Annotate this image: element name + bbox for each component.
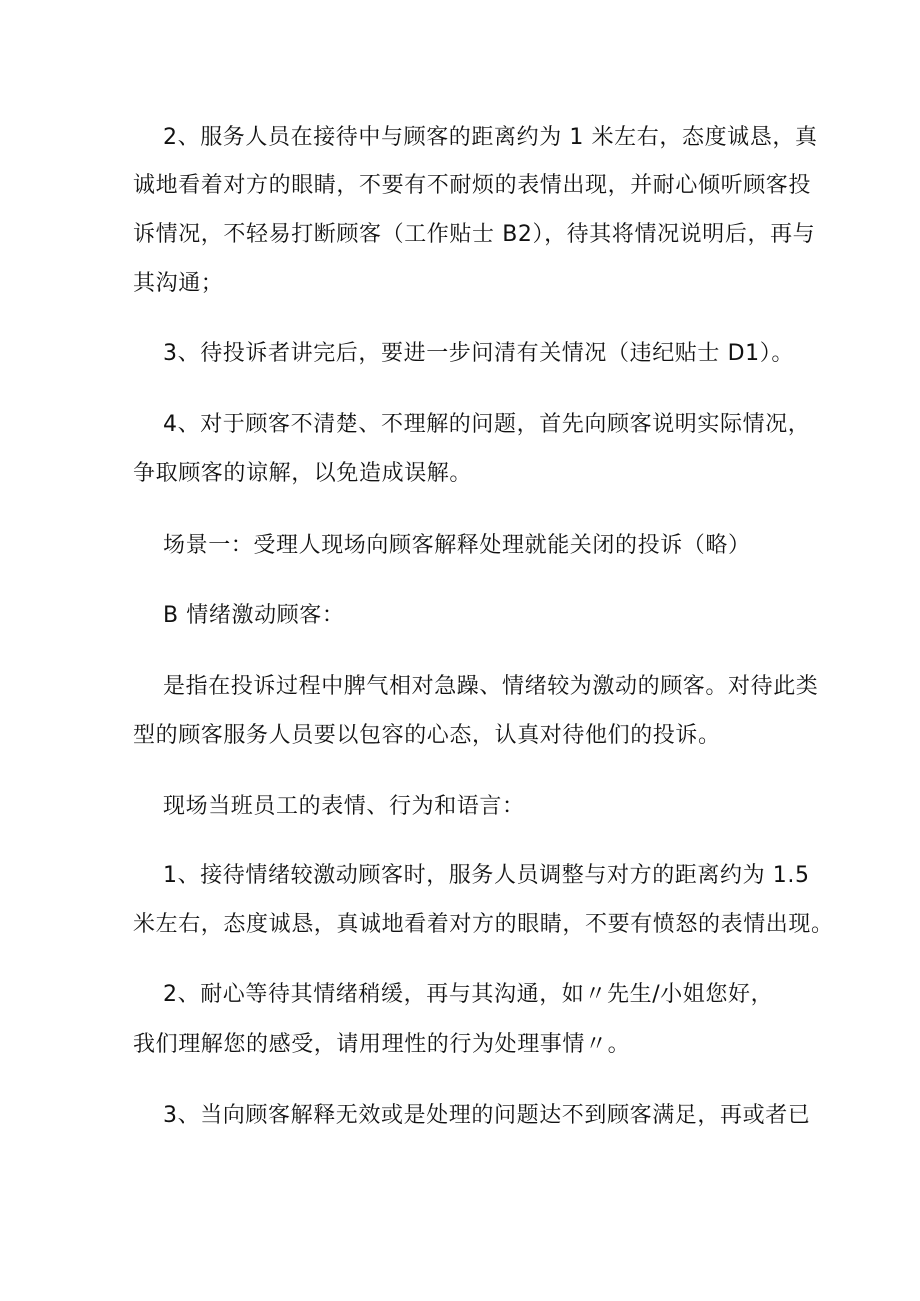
paragraph-line: 现场当班员工的表情、行为和语言： xyxy=(163,794,525,819)
section-heading: B 情绪激动顾客： xyxy=(163,603,345,628)
paragraph-line: 2、服务人员在接待中与顾客的距离约为 1 米左右，态度诚恳，真 xyxy=(163,125,818,150)
paragraph-line: 3、待投诉者讲完后，要进一步问清有关情况（违纪贴士 D1）。 xyxy=(163,341,794,366)
paragraph-line: 型的顾客服务人员要以包容的心态，认真对待他们的投诉。 xyxy=(133,723,721,748)
paragraph-line: 是指在投诉过程中脾气相对急躁、情绪较为激动的顾客。对待此类 xyxy=(163,674,819,699)
paragraph-line: 4、对于顾客不清楚、不理解的问题，首先向顾客说明实际情况， xyxy=(163,412,811,437)
paragraph-line: 其沟通； xyxy=(133,271,224,296)
paragraph-line: 2、耐心等待其情绪稍缓，再与其沟通，如〃先生/小姐您好， xyxy=(163,982,774,1007)
paragraph-line: 争取顾客的谅解，以免造成误解。 xyxy=(133,461,473,486)
paragraph-line: 我们理解您的感受，请用理性的行为处理事情〃。 xyxy=(133,1032,631,1057)
paragraph-line: 诚地看着对方的眼睛，不要有不耐烦的表情出现，并耐心倾听顾客投 xyxy=(133,173,812,198)
paragraph-line: 诉情况，不轻易打断顾客（工作贴士 B2），待其将情况说明后，再与 xyxy=(133,222,816,247)
paragraph-line: 1、接待情绪较激动顾客时，服务人员调整与对方的距离约为 1.5 xyxy=(163,863,810,888)
paragraph-line: 米左右，态度诚恳，真诚地看着对方的眼睛，不要有愤怒的表情出现。 xyxy=(133,912,834,937)
paragraph-line: 场景一：受理人现场向顾客解释处理就能关闭的投诉（略） xyxy=(163,533,751,558)
paragraph-line: 3、当向顾客解释无效或是处理的问题达不到顾客满足，再或者已 xyxy=(163,1103,811,1128)
